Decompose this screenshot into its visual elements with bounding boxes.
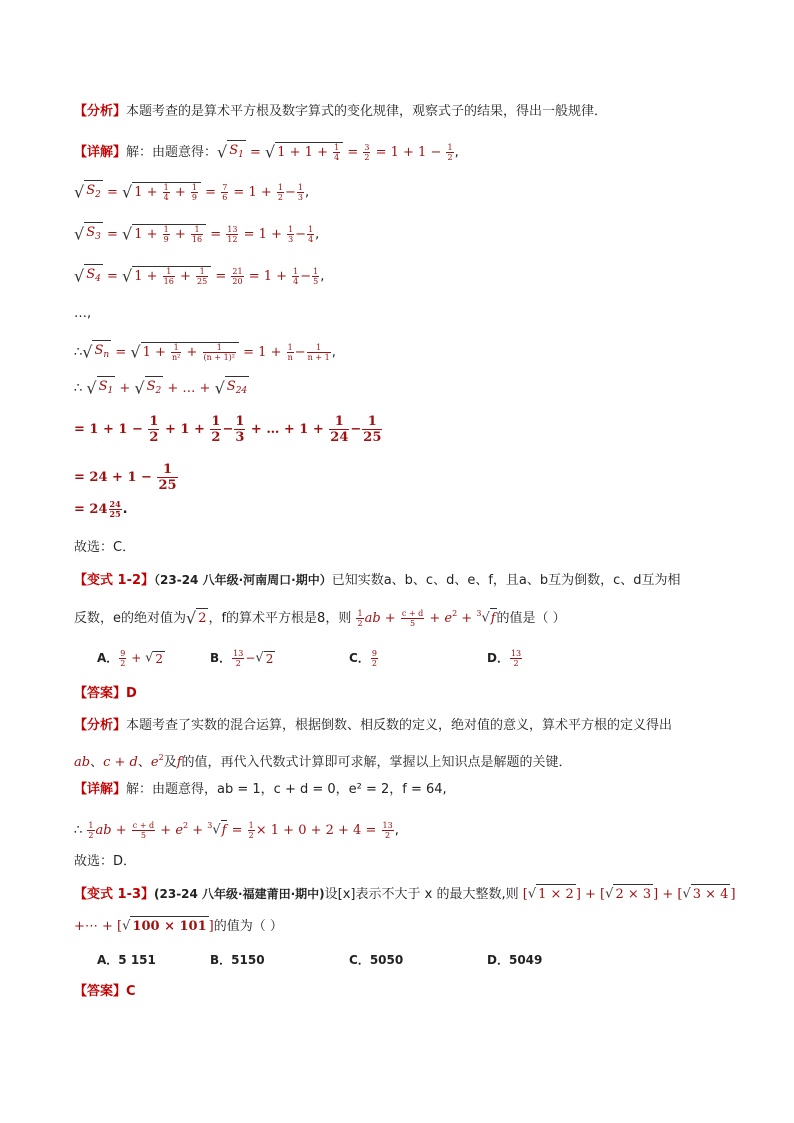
variant-1-2-line-2: 反数，e的绝对值为√ 2 ，f的算术平方根是8，则 $\frac{1}{2}$ ab + $\frac{c + d}{5}$ + $e^2 + ^3√f$的值是（ ） bbox=[74, 608, 566, 628]
analysis-text: 本题考查的是算术平方根及数字算式的变化规律，观察式子的结果，得出一般规律． bbox=[126, 104, 608, 119]
variant-1-3-tag: 【变式 1-3】 bbox=[74, 887, 155, 902]
variant-1-2-text-1: 已知实数a、b、c、d、e、f，且a、b互为倒数，c、d互为相 bbox=[331, 573, 681, 588]
answer-tag: 【答案】 bbox=[74, 984, 127, 999]
choice-label: A． bbox=[97, 651, 119, 665]
choice-1-3-a[interactable] bbox=[97, 950, 156, 970]
analysis-tag: 【分析】 bbox=[74, 104, 127, 119]
detail-2-formula: ∴ $\frac{1}{2}$ ab + $\frac{c + d}{5}$ + $e^2 + ^3√f$ = $\frac{1}{2}$ × 1 + 0 + 2 + 4 = $\frac{13}{2}$ , bbox=[74, 821, 399, 840]
answer-select-2: 故选：D． bbox=[74, 854, 137, 869]
sum-line-1-text: = 1 + 1 − bbox=[74, 422, 148, 437]
sum-expression: ∴ √ $S_1$ + √ $S_2$ + … + √ $S_{24}$ bbox=[74, 376, 249, 401]
variant-1-3-source: (23-24 八年级·福建莆田·期中) bbox=[154, 887, 325, 901]
analysis-2-text-2: 的值，再代入代数式计算即可求解，掌握以上知识点是解题的关键． bbox=[181, 755, 572, 770]
answer-tag: 【答案】 bbox=[74, 686, 127, 701]
choice-label: B． bbox=[210, 953, 232, 967]
detail-prefix: 解：由题意得： bbox=[126, 145, 218, 160]
detail-tag: 【详解】 bbox=[74, 145, 127, 160]
detail-2-tag: 【详解】 bbox=[74, 782, 127, 797]
choice-1-2-a[interactable]: A． $\frac{9}{2}$ + √ 2 bbox=[97, 649, 164, 668]
choice-value: 5050 bbox=[369, 953, 404, 967]
ellipsis: …, bbox=[74, 306, 92, 321]
choice-value: 5150 bbox=[231, 953, 265, 967]
sum-line-3: = 24 $\frac{24}{25}$ . bbox=[74, 499, 128, 519]
choice-value: 5049 bbox=[508, 953, 543, 967]
variant-1-2-line-1 bbox=[74, 570, 681, 591]
analysis-2-text-1: 本题考查了实数的混合运算，根据倒数、相反数的定义，绝对值的意义，算术平方根的定义得出 bbox=[126, 718, 673, 733]
choice-label: D． bbox=[487, 953, 509, 967]
choice-1-3-c[interactable] bbox=[349, 950, 403, 970]
detail-1-s1: 【详解】解：由题意得：√ $S_1$ = √ 1 + 1 + $\frac{1}{4}$ = $\frac{3}{2}$ = 1 + 1 − $\frac{1}{2}$ , bbox=[74, 140, 459, 165]
variant-1-2-text-2b: ，f的算术平方根是8，则 bbox=[208, 611, 356, 626]
variant-1-2-source: （23-24 八年级·河南周口·期中） bbox=[154, 573, 332, 587]
answer-1-3 bbox=[74, 982, 136, 1002]
choice-label: A． bbox=[97, 953, 119, 967]
variant-1-2-tag: 【变式 1-2】 bbox=[74, 573, 155, 588]
formula-s3: √ $S_3$ = √ 1 + $\frac{1}{9}$ + $\frac{1}{16}$ = $\frac{13}{12}$ = 1 + $\frac{1}{3}$ − $\frac{1}{4}$ , bbox=[74, 222, 319, 247]
analysis-1 bbox=[74, 102, 607, 122]
answer-value: C bbox=[126, 984, 136, 999]
sum-line-2: = 24 + 1 − $\frac{1}{25}$ bbox=[74, 462, 177, 493]
choice-label: B． bbox=[210, 651, 232, 665]
variant-1-3-text-2: 的值为（ ） bbox=[213, 919, 283, 934]
formula-sn: ∴√ $S_n$ = √ 1 + $\frac{1}{\text{n²}}$ + $\frac{1}{\text{(n + 1)²}}$ = 1 + $\frac{1}{n}$ − $\frac{1}{n + 1}$ , bbox=[74, 340, 336, 365]
choice-1-2-c[interactable]: C． $\frac{9}{2}$ bbox=[349, 649, 377, 668]
analysis-2-line-2: ab、c + d、$e^2$及f的值，再代入代数式计算即可求解，掌握以上知识点是解题的关键． bbox=[74, 753, 572, 770]
formula-s2: √ $S_2$ = √ 1 + $\frac{1}{4}$ + $\frac{1}{9}$ = $\frac{7}{6}$ = 1 + $\frac{1}{2}$ − $\frac{1}{3}$ , bbox=[74, 180, 309, 205]
variant-1-3-line-1: 【变式 1-3】(23-24 八年级·福建莆田·期中)设[x]表示不大于 x 的最大整数,则 [√ 1 × 2 ] + [√ 2 × 3 ] + [√ 3 × 4 ] bbox=[74, 884, 736, 905]
choice-1-2-d[interactable]: D． $\frac{13}{2}$ bbox=[487, 649, 522, 668]
analysis-2-tag: 【分析】 bbox=[74, 718, 127, 733]
sum-line-2-text: = 24 + 1 − bbox=[74, 470, 157, 485]
choice-label: C． bbox=[349, 953, 370, 967]
choice-label: D． bbox=[487, 651, 509, 665]
analysis-2-line-1 bbox=[74, 716, 672, 736]
answer-1-2 bbox=[74, 684, 137, 704]
variant-1-3-text-1: 设[x]表示不大于 x 的最大整数,则 bbox=[324, 887, 519, 902]
answer-select-1: 故选：C． bbox=[74, 540, 136, 555]
variant-1-3-line-2: +⋯ + [√ 100 × 101 ]的值为（ ） bbox=[74, 916, 283, 937]
choice-1-2-b[interactable]: B． $\frac{13}{2}$ −√ 2 bbox=[210, 649, 274, 668]
sum-line-1: = 1 + 1 − $\frac{1}{2}$ + 1 + $\frac{1}{2}$ − $\frac{1}{3}$ + … + 1 + $\frac{1}{24}$ − $\frac{1}{25}$ bbox=[74, 414, 382, 445]
choice-1-3-d[interactable] bbox=[487, 950, 542, 970]
choice-1-3-b[interactable] bbox=[210, 950, 265, 970]
detail-2 bbox=[74, 780, 447, 800]
variant-1-2-text-2a: 反数，e的绝对值为 bbox=[74, 611, 186, 626]
sum-line-3-text: = 24 bbox=[74, 502, 108, 517]
choice-label: C． bbox=[349, 651, 370, 665]
variant-1-2-text-2c: 的值是（ ） bbox=[496, 611, 566, 626]
choice-value: 5 151 bbox=[118, 953, 156, 967]
formula-s4: √ $S_4$ = √ 1 + $\frac{1}{16}$ + $\frac{1}{25}$ = $\frac{21}{20}$ = 1 + $\frac{1}{4}$ − $\frac{1}{5}$ , bbox=[74, 264, 324, 289]
detail-2-prefix: 解：由题意得，ab = 1，c + d = 0，e² = 2，f = 64, bbox=[126, 782, 447, 797]
answer-value: D bbox=[126, 686, 137, 701]
